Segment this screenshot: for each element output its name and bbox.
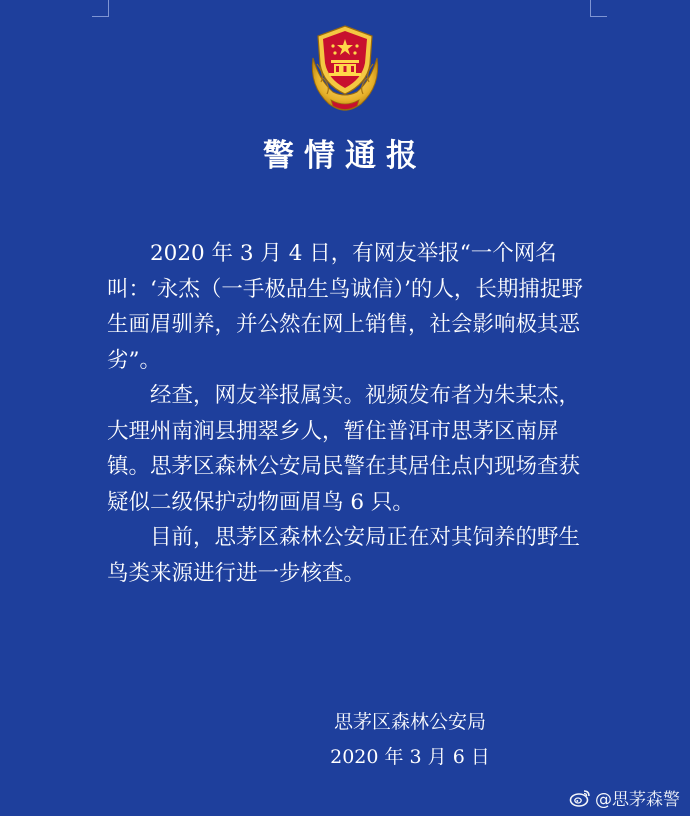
weibo-icon — [569, 789, 591, 807]
crop-mark-top-right — [590, 0, 607, 17]
watermark-handle[interactable]: @思茅森警 — [595, 790, 680, 810]
notice-title: 警情通报 — [263, 138, 427, 174]
signature-date: 2020 年 3 月 6 日 — [330, 746, 490, 768]
notice-paragraph: 经查，网友举报属实。视频发布者为朱某杰，大理州南涧县拥翠乡人，暂住普洱市思茅区南屏镇。思茅区森林公安局民警在其居住点内现场查获疑似二级保护动物画眉鸟 6 只。 — [107, 383, 581, 515]
signature-organization: 思茅区森林公安局 — [333, 711, 486, 733]
weibo-watermark — [569, 785, 680, 810]
crop-mark-top-left — [92, 0, 109, 17]
notice-paragraph: 目前，思茅区森林公安局正在对其饲养的野生鸟类来源进行进一步核查。 — [107, 525, 581, 586]
notice-paragraph: 2020 年 3 月 4 日，有网友举报“一个网名叫：‘永杰（一手极品生鸟诚信）’的人，长期捕捉野生画眉驯养，并公然在网上销售，社会影响极其恶劣”。 — [107, 241, 583, 373]
police-emblem-icon — [295, 18, 395, 118]
notice-body — [107, 236, 585, 591]
